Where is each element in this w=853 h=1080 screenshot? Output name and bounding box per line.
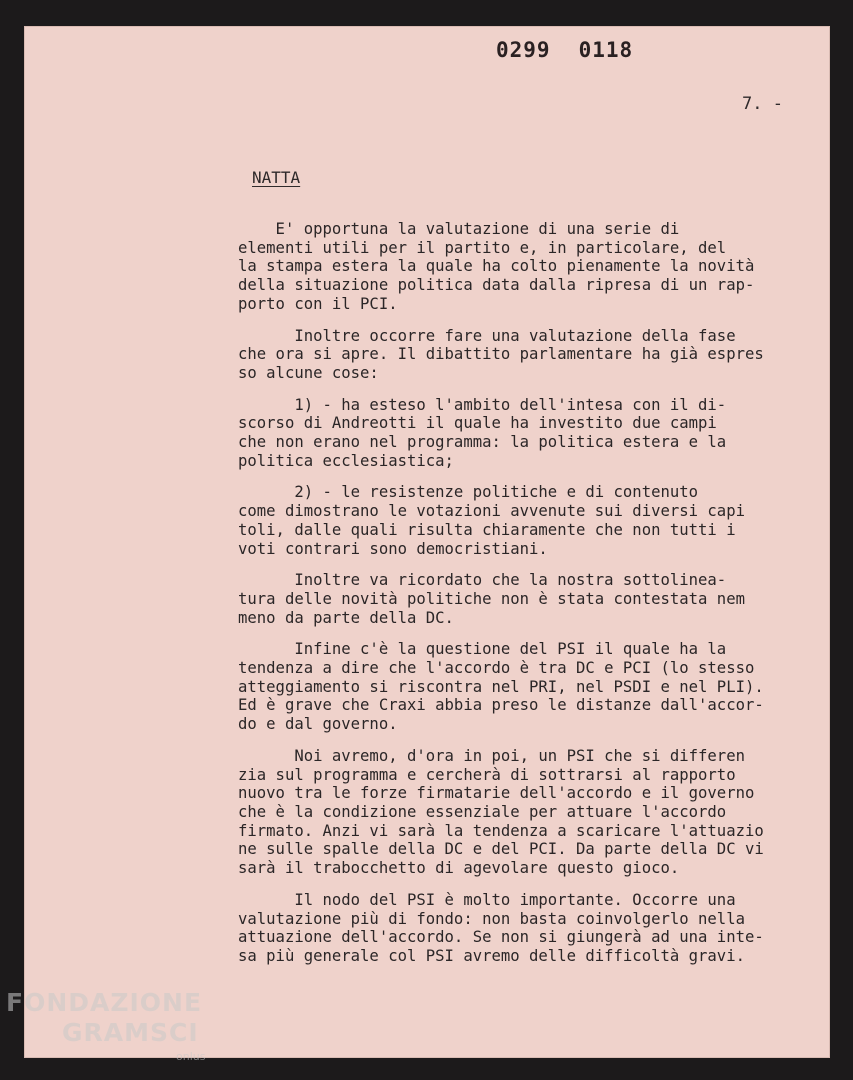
archive-stamp <box>496 38 661 62</box>
paragraph <box>238 747 798 878</box>
text-line: attuazione dell'accordo. Se non si giungerà ad una inte- <box>238 928 764 947</box>
section-heading: NATTA <box>252 168 301 187</box>
text-line: elementi utili per il partito e, in particolare, del <box>238 238 727 257</box>
text-line: sarà il trabocchetto di agevolare questo gioco. <box>238 859 680 878</box>
paragraph <box>238 327 798 383</box>
text-line: come dimostrano le votazioni avvenute sui diversi capi <box>238 502 745 521</box>
text-line: so alcune cose: <box>238 363 379 382</box>
paragraph <box>238 220 798 314</box>
text-line: che non erano nel programma: la politica estera e la <box>238 433 727 452</box>
text-line: che è la condizione essenziale per attuare l'accordo <box>238 802 727 821</box>
logo-line-3: onlus <box>176 1050 206 1063</box>
text-line: toli, dalle quali risulta chiaramente che non tutti i <box>238 520 736 539</box>
text-line: Noi avremo, d'ora in poi, un PSI che si differen <box>238 746 745 765</box>
page-number: 7. - <box>742 94 783 114</box>
document-body <box>238 220 798 979</box>
paragraph <box>238 891 798 966</box>
text-line: Inoltre occorre fare una valutazione della fase <box>238 326 736 345</box>
paragraph <box>238 483 798 558</box>
logo-line-2: GRAMSCI <box>62 1018 199 1047</box>
text-line: 1) - ha esteso l'ambito dell'intesa con il di- <box>238 395 727 414</box>
text-line: 2) - le resistenze politiche e di contenuto <box>238 483 699 502</box>
text-line: do e dal governo. <box>238 715 398 734</box>
text-line: valutazione più di fondo: non basta coinvolgerlo nella <box>238 909 745 928</box>
text-line: meno da parte della DC. <box>238 608 454 627</box>
text-line: sa più generale col PSI avremo delle difficoltà gravi. <box>238 946 745 965</box>
text-line: politica ecclesiastica; <box>238 451 454 470</box>
text-line: zia sul programma e cercherà di sottrarsi al rapporto <box>238 765 736 784</box>
text-line: che ora si apre. Il dibattito parlamentare ha già espres <box>238 345 764 364</box>
foundation-watermark-logo <box>6 988 206 1063</box>
text-line: firmato. Anzi vi sarà la tendenza a scaricare l'attuazio <box>238 821 764 840</box>
text-line: Il nodo del PSI è molto importante. Occorre una <box>238 890 736 909</box>
text-line: la stampa estera la quale ha colto pienamente la novità <box>238 257 755 276</box>
text-line: scorso di Andreotti il quale ha investito due campi <box>238 414 717 433</box>
text-line: della situazione politica data dalla ripresa di un rap- <box>238 276 755 295</box>
text-line: voti contrari sono democristiani. <box>238 539 548 558</box>
paragraph <box>238 571 798 627</box>
text-line: Infine c'è la questione del PSI il quale ha la <box>238 640 727 659</box>
paragraph <box>238 396 798 471</box>
text-line: nuovo tra le forze firmatarie dell'accordo e il governo <box>238 784 755 803</box>
text-line: tendenza a dire che l'accordo è tra DC e PCI (lo stesso <box>238 659 755 678</box>
text-line: Inoltre va ricordato che la nostra sottolinea- <box>238 571 727 590</box>
archive-number-right: 0118 <box>578 38 634 62</box>
text-line: atteggiamento si riscontra nel PRI, nel PSDI e nel PLI). <box>238 677 764 696</box>
paragraph <box>238 640 798 734</box>
text-line: E' opportuna la valutazione di una serie di <box>238 220 680 238</box>
text-line: ne sulle spalle della DC e del PCI. Da parte della DC vi <box>238 840 764 859</box>
text-line: porto con il PCI. <box>238 294 398 313</box>
text-line: tura delle novità politiche non è stata contestata nem <box>238 589 745 608</box>
archive-number-left: 0299 <box>496 38 551 62</box>
logo-line-1: FONDAZIONE <box>6 988 203 1017</box>
text-line: Ed è grave che Craxi abbia preso le distanze dall'accor- <box>238 696 764 715</box>
